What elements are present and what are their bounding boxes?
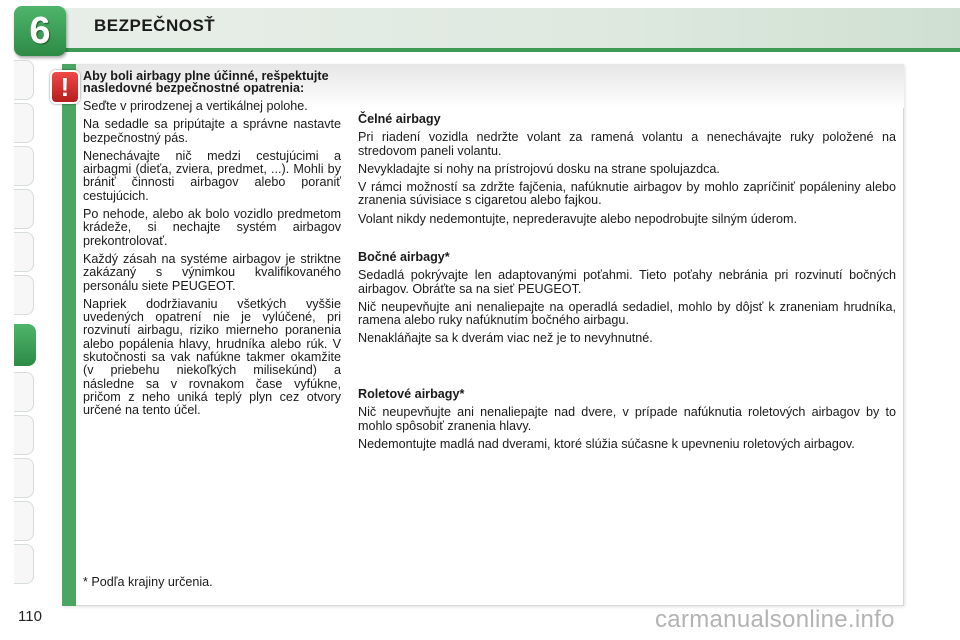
section-side-airbags xyxy=(358,251,896,351)
side-tab-11[interactable] xyxy=(14,501,34,541)
warning-title: Aby boli airbagy plne účinné, rešpektujte nasledovné bezpečnostné opatrenia: xyxy=(83,69,329,95)
section-paragraph: Nič neupevňujte ani nenaliepajte nad dvere, v prípade nafúknutia roletových airbagov by to mohlo spôsobiť zranenia hlavy. xyxy=(358,405,896,433)
watermark: carmanualsonline.info xyxy=(655,606,895,633)
section-paragraph: Nič neupevňujte ani nenaliepajte na operadlá sedadiel, mohlo by dôjsť k zraneniam hrudníka, ramena alebo ruky nafúknutím bočného airbagu. xyxy=(358,299,896,328)
side-tab-6[interactable] xyxy=(14,275,34,315)
section-curtain-airbags xyxy=(358,388,896,456)
warning-column xyxy=(83,70,341,423)
side-tab-7-active[interactable] xyxy=(14,324,36,366)
panel-accent-bar xyxy=(62,64,76,606)
section-paragraph: Pri riadení vozidla nedržte volant za ramená volantu a nenechávajte ruky položené na stredovom paneli volantu. xyxy=(358,130,896,158)
section-paragraph: Volant nikdy nedemontujte, neprederavujte alebo nepodrobujte silným úderom. xyxy=(358,211,797,226)
side-tab-5[interactable] xyxy=(14,232,34,272)
footnote: * Podľa krajiny určenia. xyxy=(83,575,213,589)
side-tab-10[interactable] xyxy=(14,458,34,498)
chapter-number: 6 xyxy=(29,10,51,52)
warning-paragraph: Na sedadle sa pripútajte a správne nastavte bezpečnostný pás. xyxy=(83,117,341,145)
warning-paragraph: Po nehode, alebo ak bolo vozidlo predmetom krádeže, si nechajte systém airbagov prekontrolovať. xyxy=(83,207,341,248)
chapter-header xyxy=(0,0,960,52)
section-title: Bočné airbagy* xyxy=(358,250,450,264)
section-title: Roletové airbagy* xyxy=(358,387,465,401)
warning-paragraph: Nenechávajte nič medzi cestujúcimi a airbagmi (dieťa, zviera, predmet, ...). Mohli by brániť činnosti airbagov alebo poraniť cestujúcich. xyxy=(83,148,341,203)
side-tab-3[interactable] xyxy=(14,146,34,186)
side-tab-8[interactable] xyxy=(14,372,34,412)
side-tab-9[interactable] xyxy=(14,415,34,455)
page-number: 110 xyxy=(18,608,42,625)
section-paragraph: Nenakláňajte sa k dverám viac než je to nevyhnutné. xyxy=(358,331,653,346)
warning-paragraph: Seďte v prirodzenej a vertikálnej polohe. xyxy=(83,99,308,113)
side-tab-2[interactable] xyxy=(14,103,34,143)
exclamation-icon: ! xyxy=(50,70,80,104)
side-tab-12[interactable] xyxy=(14,544,34,584)
section-front-airbags xyxy=(358,113,896,231)
section-paragraph: Nevykladajte si nohy na prístrojovú dosku na strane spolujazdca. xyxy=(358,161,720,176)
warning-paragraph: Napriek dodržiavaniu všetkých vyššie uvedených opatrení nie je vylúčené, pri rozvinutí airbagu, riziko mierneho poranenia alebo popálenia hlavy, hrudníka alebo rúk. V skutočnosti sa vak nafúkne takmer okamžite (v priebehu niekoľkých milisekúnd) a následne sa v rovnakom čase vyfúkne, pričom z neho uniká teplý plyn cez otvory určené na tento účel. xyxy=(83,296,341,418)
side-tab-1[interactable] xyxy=(14,60,34,100)
section-paragraph: V rámci možností sa zdržte fajčenia, nafúknutie airbagov by mohlo zapríčiniť popáleniny alebo zranenia súvisiace s cigaretou alebo fajkou. xyxy=(358,180,896,208)
header-stripe xyxy=(60,48,960,52)
section-title: Čelné airbagy xyxy=(358,112,441,126)
chapter-title: BEZPEČNOSŤ xyxy=(94,16,216,35)
warning-paragraph: Každý zásah na systéme airbagov je striktne zakázaný s výnimkou kvalifikovaného personálu siete PEUGEOT. xyxy=(83,251,341,293)
section-paragraph: Sedadlá pokrývajte len adaptovanými poťahmi. Tieto poťahy nebránia pri rozvinutí bočných airbagov. Obráťte sa na sieť PEUGEOT. xyxy=(358,268,896,296)
side-tab-4[interactable] xyxy=(14,189,34,229)
section-paragraph: Nedemontujte madlá nad dverami, ktoré slúžia súčasne k upevneniu roletových airbagov. xyxy=(358,436,855,451)
